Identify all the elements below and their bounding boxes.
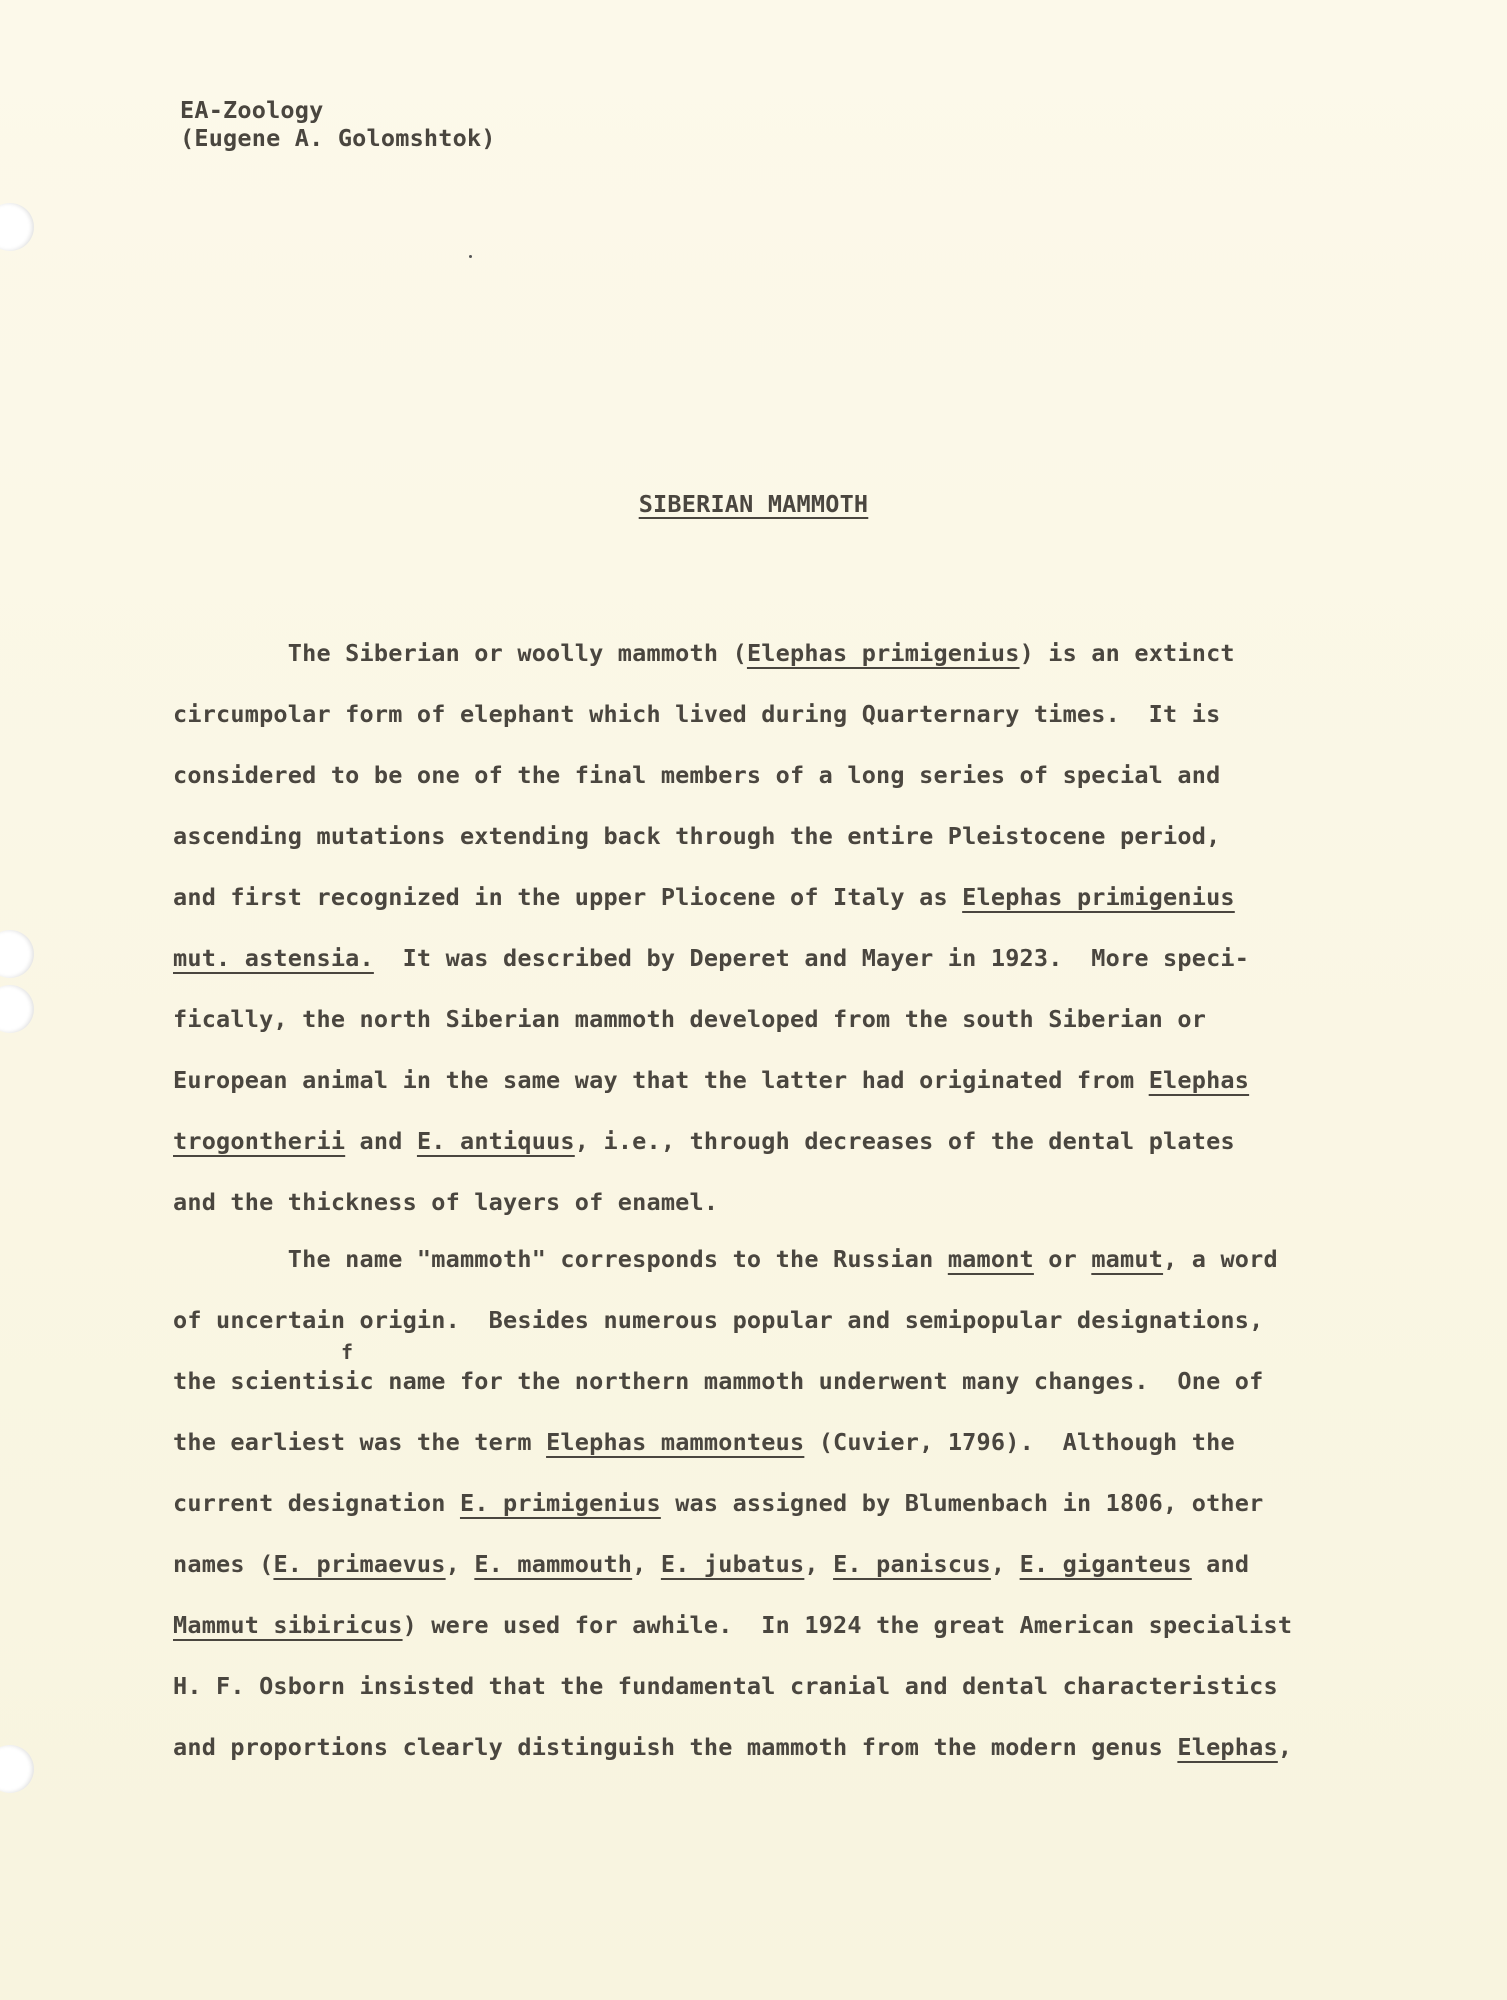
text-segment: was assigned by Blumenbach in 1806, other — [660, 1489, 1264, 1517]
text-segment: considered to be one of the final members of a long series of special and — [173, 761, 1221, 789]
text-segment: ) is an extinct — [1019, 639, 1235, 667]
underlined-term: Elephas primigenius — [962, 883, 1235, 911]
punch-hole — [0, 930, 34, 978]
text-line — [173, 1290, 1338, 1351]
text-segment: European animal in the same way that the latter had originated from — [173, 1066, 1149, 1094]
text-line — [173, 1473, 1338, 1534]
text-line — [173, 1351, 1338, 1412]
underlined-term: Elephas mammonteus — [546, 1428, 805, 1456]
text-segment: It was described by Deperet and Mayer in 1923. More speci- — [373, 944, 1250, 972]
text-line — [173, 1229, 1338, 1290]
ink-speck — [469, 255, 472, 258]
text-segment: , — [990, 1550, 1020, 1578]
punch-hole — [0, 203, 34, 251]
text-segment: , i.e., through decreases of the dental plates — [574, 1127, 1235, 1155]
text-segment: , — [804, 1550, 834, 1578]
text-segment: H. F. Osborn insisted that the fundamental cranial and dental characteristics — [173, 1672, 1278, 1700]
text-segment: , a word — [1163, 1245, 1278, 1273]
underlined-term: E. mammouth — [474, 1550, 633, 1578]
text-segment: the earliest was the term — [173, 1428, 547, 1456]
text-segment: of uncertain origin. Besides numerous popular and semipopular designations, — [173, 1306, 1264, 1334]
text-segment: the scientisic name for the northern mammoth underwent many changes. One of — [173, 1367, 1264, 1395]
text-segment: current designation — [173, 1489, 460, 1517]
text-line — [173, 1656, 1338, 1717]
underlined-term: Elephas — [1148, 1066, 1250, 1094]
underlined-term: E. primaevus — [273, 1550, 446, 1578]
text-segment: ascending mutations extending back through the entire Pleistocene period, — [173, 822, 1221, 850]
text-segment: or — [1033, 1245, 1092, 1273]
underlined-term: E. antiquus — [416, 1127, 575, 1155]
text-segment: ) were used for awhile. In 1924 the great American specialist — [402, 1611, 1293, 1639]
text-line — [173, 745, 1338, 806]
text-line — [173, 1534, 1338, 1595]
punch-hole — [0, 1745, 34, 1793]
text-segment: The name "mammoth" corresponds to the Russian — [173, 1245, 948, 1273]
text-segment: , — [445, 1550, 475, 1578]
handwritten-insertion: f — [341, 1340, 354, 1364]
underlined-term: Mammut sibiricus — [173, 1611, 403, 1639]
underlined-term: Elephas primigenius — [746, 639, 1020, 667]
text-segment: , — [632, 1550, 661, 1578]
text-line — [173, 1595, 1338, 1656]
header-collection: EA-Zoology — [180, 96, 324, 124]
text-segment: circumpolar form of elephant which lived during Quarternary times. It is — [173, 700, 1221, 728]
paragraph-2 — [173, 1229, 1338, 1778]
text-line — [173, 684, 1338, 745]
text-line — [173, 806, 1338, 867]
underlined-term: Elephas — [1177, 1733, 1278, 1761]
text-segment: and — [345, 1127, 417, 1155]
text-line — [173, 1050, 1338, 1111]
text-line — [173, 928, 1338, 989]
header-author: (Eugene A. Golomshtok) — [180, 124, 496, 152]
text-segment: The Siberian or woolly mammoth ( — [173, 639, 747, 667]
underlined-term: E. jubatus — [660, 1550, 805, 1578]
text-line — [173, 1111, 1338, 1172]
paragraph-1 — [173, 623, 1338, 1233]
page-title — [0, 490, 1507, 518]
text-line — [173, 623, 1338, 684]
underlined-term: E. paniscus — [833, 1550, 991, 1578]
underlined-term: mut. astensia. — [173, 944, 374, 972]
text-segment: names ( — [173, 1550, 274, 1578]
text-segment: (Cuvier, 1796). Although the — [804, 1428, 1235, 1456]
title-text: SIBERIAN MAMMOTH — [638, 490, 869, 518]
text-line — [173, 989, 1338, 1050]
text-segment: , — [1277, 1733, 1293, 1761]
text-segment: and proportions clearly distinguish the mammoth from the modern genus — [173, 1733, 1178, 1761]
text-line — [173, 1172, 1338, 1233]
text-segment: and first recognized in the upper Pliocene of Italy as — [173, 883, 963, 911]
text-segment: fically, the north Siberian mammoth developed from the south Siberian or — [173, 1005, 1207, 1033]
underlined-term: E. giganteus — [1019, 1550, 1192, 1578]
text-line — [173, 1717, 1338, 1778]
text-line — [173, 1412, 1338, 1473]
underlined-term: E. primigenius — [459, 1489, 661, 1517]
punch-hole — [0, 985, 34, 1033]
text-segment: and the thickness of layers of enamel. — [173, 1188, 719, 1216]
underlined-term: mamont — [947, 1245, 1034, 1273]
underlined-term: mamut — [1091, 1245, 1164, 1273]
text-segment: and — [1191, 1550, 1250, 1578]
text-line — [173, 867, 1338, 928]
underlined-term: trogontherii — [173, 1127, 346, 1155]
